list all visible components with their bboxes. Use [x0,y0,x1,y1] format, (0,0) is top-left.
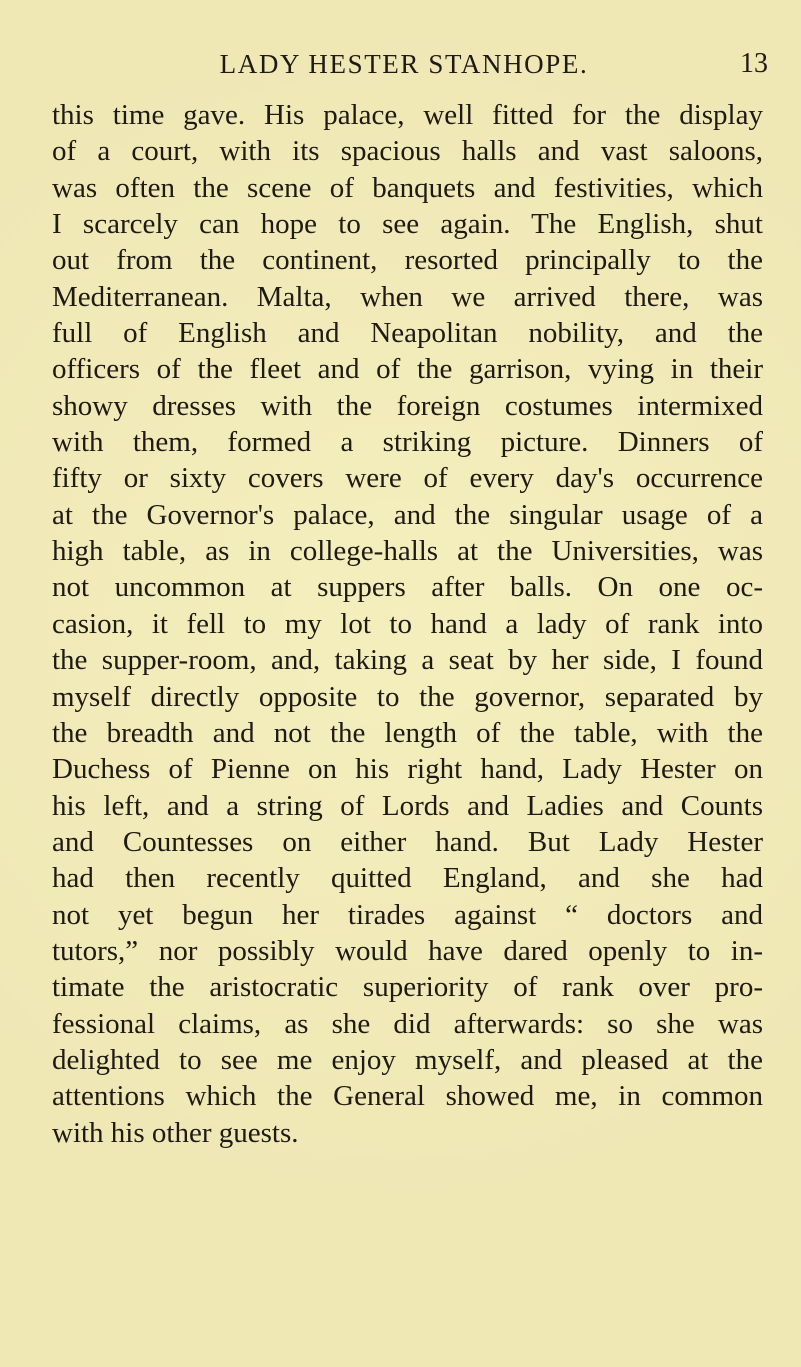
text-line: timate the aristocratic superiority of rank over pro- [52,971,763,1004]
text-line: I scarcely can hope to see again. The English, shut [52,208,763,241]
running-head-title: LADY HESTER STANHOPE. [219,49,589,79]
text-line: his left, and a string of Lords and Ladies and Counts [52,789,763,822]
body-text [52,97,763,1151]
text-line: the breadth and not the length of the table, with the [52,716,763,749]
text-line: tutors,” nor possibly would have dared openly to in- [52,934,763,967]
text-line: high table, as in college-halls at the Universities, was [52,535,763,568]
text-line: had then recently quitted England, and she had [52,862,763,895]
text-line: full of English and Neapolitan nobility, and the [52,317,763,350]
text-line: the supper-room, and, taking a seat by her side, I found [52,644,763,677]
text-line: of a court, with its spacious halls and vast saloons, [52,135,763,168]
text-line: was often the scene of banquets and festivities, which [52,171,763,204]
text-line: fessional claims, as she did afterwards: so she was [52,1007,763,1040]
text-line: casion, it fell to my lot to hand a lady of rank into [52,607,763,640]
text-line: out from the continent, resorted principally to the [52,244,763,277]
text-line: this time gave. His palace, well fitted for the display [52,99,763,131]
page-number: 13 [740,48,768,79]
text-line: with his other guests. [52,1116,299,1149]
text-line: and Countesses on either hand. But Lady Hester [52,825,763,858]
text-line: not uncommon at suppers after balls. On one oc- [52,571,763,604]
text-line: Mediterranean. Malta, when we arrived there, was [52,280,763,313]
text-line: at the Governor's palace, and the singular usage of a [52,498,763,531]
text-line: fifty or sixty covers were of every day's occurrence [52,462,763,495]
text-line: attentions which the General showed me, in common [52,1080,763,1113]
text-line: Duchess of Pienne on his right hand, Lady Hester on [52,753,763,786]
running-head [40,42,768,86]
text-line: not yet begun her tirades against “ doctors and [52,898,763,931]
text-line: myself directly opposite to the governor, separated by [52,680,763,713]
text-line: officers of the fleet and of the garrison, vying in their [52,353,763,386]
text-line: with them, formed a striking picture. Dinners of [52,426,763,459]
text-line: delighted to see me enjoy myself, and pleased at the [52,1043,763,1076]
text-line: showy dresses with the foreign costumes intermixed [52,389,763,422]
